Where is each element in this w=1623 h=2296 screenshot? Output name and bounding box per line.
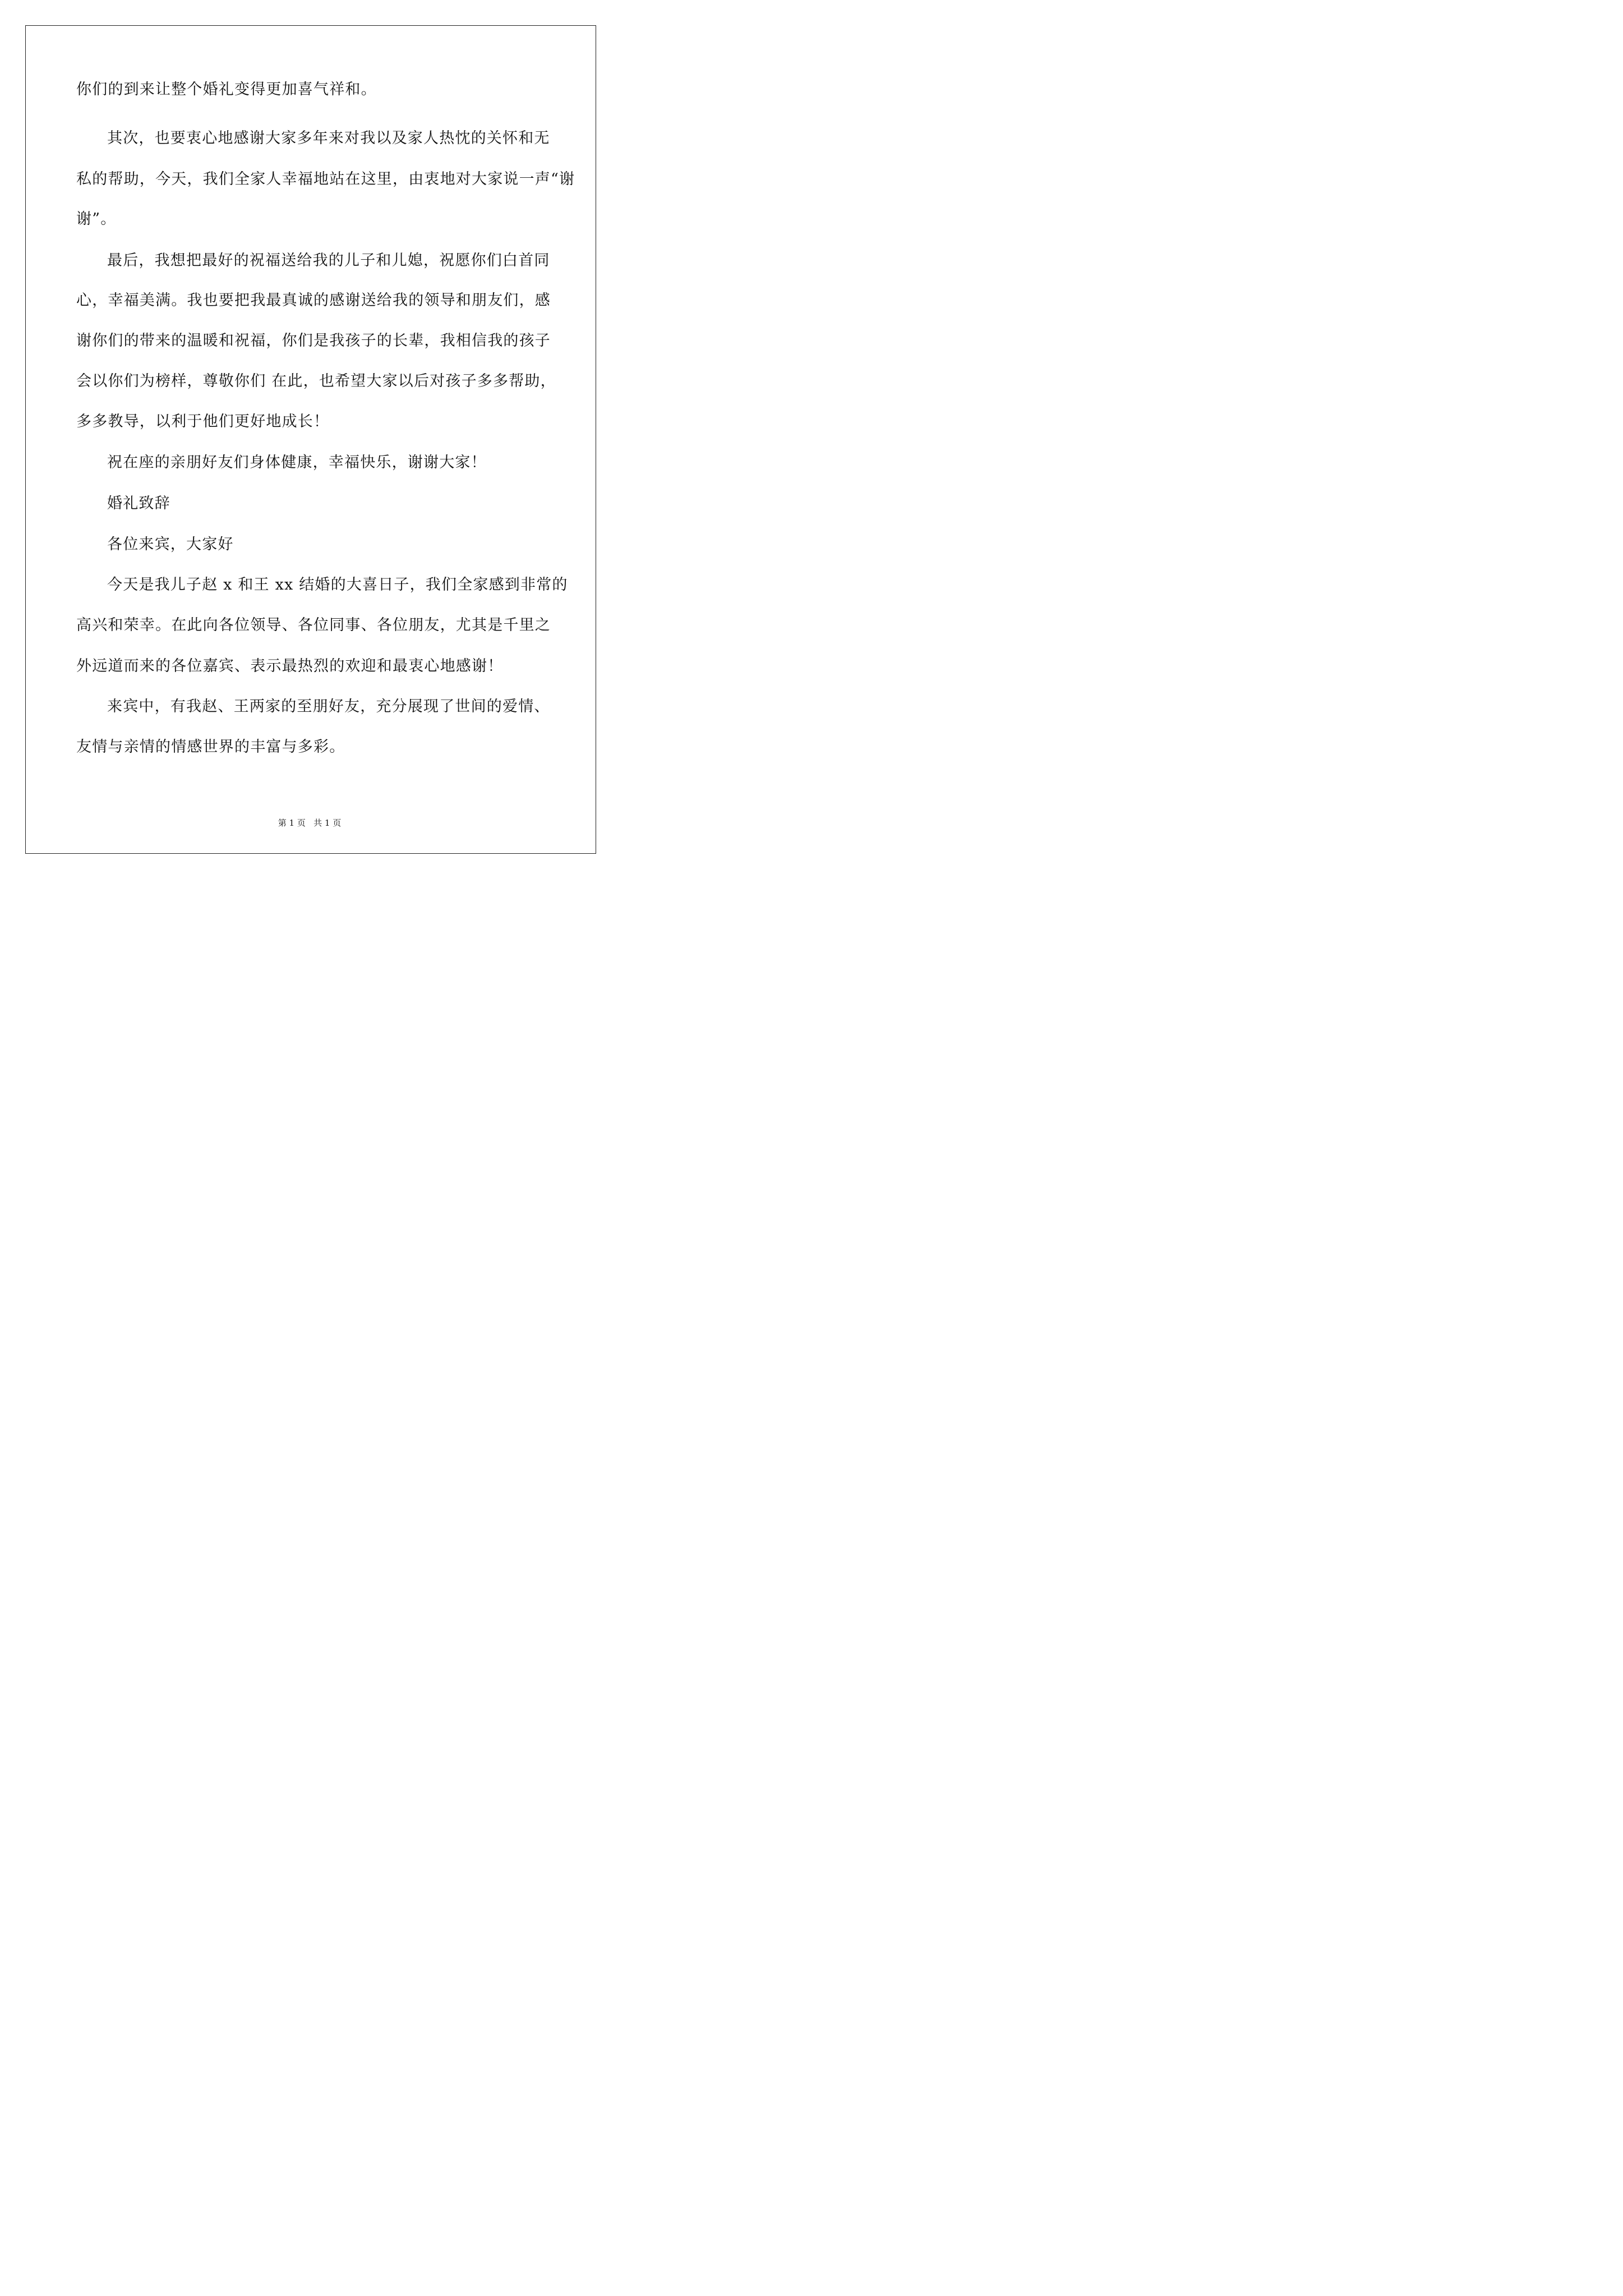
text-line: 友情与亲情的情感世界的丰富与多彩。 xyxy=(76,738,345,756)
text-line: 你们的到来让整个婚礼变得更加喜气祥和。 xyxy=(76,81,377,98)
text-line: 来宾中，有我赵、王两家的至朋好友，充分展现了世间的爱情、 xyxy=(107,698,550,715)
text-line: 高兴和荣幸。在此向各位领导、各位同事、各位朋友，尤其是千里之 xyxy=(76,616,551,634)
text-line: 会以你们为榜样，尊敬你们 在此，也希望大家以后对孩子多多帮助， xyxy=(76,372,556,390)
text-line: 其次，也要衷心地感谢大家多年来对我以及家人热忱的关怀和无 xyxy=(107,130,550,147)
text-line: 多多教导，以利于他们更好地成长！ xyxy=(76,413,330,430)
text-line: 外远道而来的各位嘉宾、表示最热烈的欢迎和最衷心地感谢！ xyxy=(76,657,504,675)
text-line: 谢”。 xyxy=(76,210,117,228)
section-heading: 婚礼致辞 xyxy=(107,495,170,512)
text-line: 今天是我儿子赵 x 和王 xx 结婚的大喜日子，我们全家感到非常的 xyxy=(107,576,568,593)
text-line: 谢你们的带来的温暖和祝福，你们是我孩子的长辈，我相信我的孩子 xyxy=(76,332,551,349)
text-line: 祝在座的亲朋好友们身体健康，幸福快乐，谢谢大家！ xyxy=(107,454,487,471)
text-line: 私的帮助，今天，我们全家人幸福地站在这里，由衷地对大家说一声“谢 xyxy=(76,171,575,188)
text-line: 最后，我想把最好的祝福送给我的儿子和儿媳，祝愿你们白首同 xyxy=(107,252,550,269)
text-line: 心，幸福美满。我也要把我最真诚的感谢送给我的领导和朋友们，感 xyxy=(76,292,551,309)
text-line: 各位来宾，大家好 xyxy=(107,536,234,553)
page-footer: 第 1 页 共 1 页 xyxy=(278,818,342,828)
